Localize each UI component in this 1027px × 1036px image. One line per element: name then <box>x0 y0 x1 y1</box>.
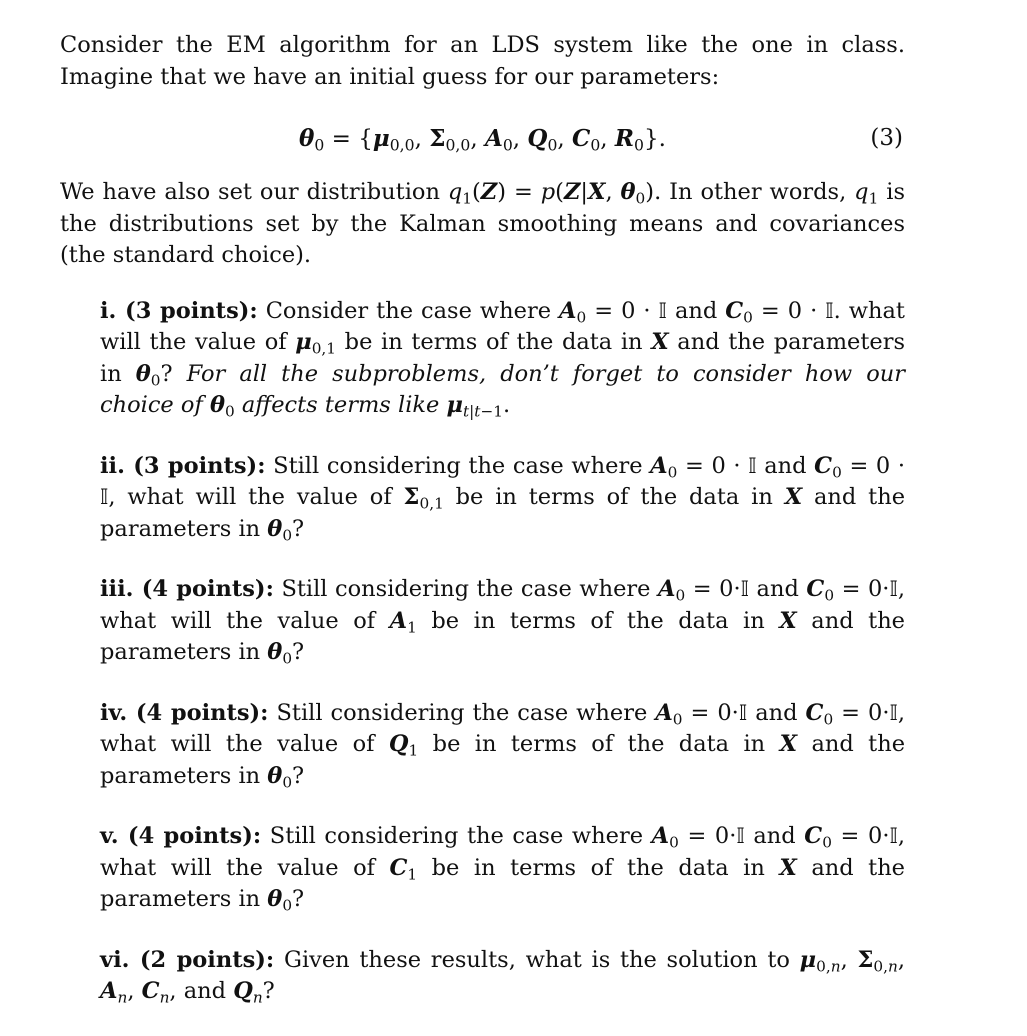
document-page <box>60 30 905 1008</box>
subproblem-iii: iii. (4 points): Still considering the case where $A_0$ = 0·𝕀 and $C_0$ = 0·𝕀, what will the value of $A_1$ be in terms of the data in X and the parameters in $\theta_0$? <box>100 576 906 668</box>
equation-number: (3) <box>870 125 903 151</box>
subproblem-v: v. (4 points): Still considering the case where $A_0$ = 0·𝕀 and $C_0$ = 0·𝕀, what will the value of $C_1$ be in terms of the data in X and the parameters in $\theta_0$? <box>100 823 906 915</box>
distribution-paragraph: We have also set our distribution $q_1(Z) = p(Z|X$, $\theta_0$). In other words, $q_1$ is the distributions set by the Kalman smoothing means and covariances (the standard choice). <box>60 179 905 268</box>
subproblem-iv: iv. (4 points): Still considering the case where $A_0$ = 0·𝕀 and $C_0$ = 0·𝕀, what will the value of $Q_1$ be in terms of the data in X and the parameters in $\theta_0$? <box>100 699 906 791</box>
subproblem-ii: ii. (3 points): Still considering the case where $A_0 = 0$ · 𝕀 and $C_0 = 0$ · 𝕀, what will the value of $\Sigma_{0,1}$ be in terms of the data in X and the parameters in $\theta_0$? <box>100 452 906 544</box>
subproblem-vi: vi. (2 points): Given these results, what is the solution to $\mu_{0,n}$, $\Sigma_{0,n}$, $A_n$, $C_n$, and $Q_n$? <box>100 946 906 1007</box>
subproblem-list <box>100 296 905 1008</box>
equation-3 <box>60 119 905 159</box>
intro-text: Consider the EM algorithm for an LDS system like the one in class. Imagine that we have an initial guess for our parameters: <box>60 32 905 90</box>
equation-body: $\theta_0 = \{\mu_{0,0}$, $\Sigma_{0,0}$, $A_0$, $Q_0$, $C_0$, $R_0$}. <box>299 125 666 155</box>
subproblem-i: i. (3 points): Consider the case where $A_0 = 0$ · 𝕀 and $C_0 = 0$ · 𝕀. what will the value of $\mu_{0,1}$ be in terms of the data in X and the parameters in $\theta_0$? For all the subproblems, don’t forget to consider how our choice of $\theta_0$ affects terms like $\mu_{t|t-1}$. <box>100 297 906 421</box>
intro-paragraph <box>60 30 905 93</box>
